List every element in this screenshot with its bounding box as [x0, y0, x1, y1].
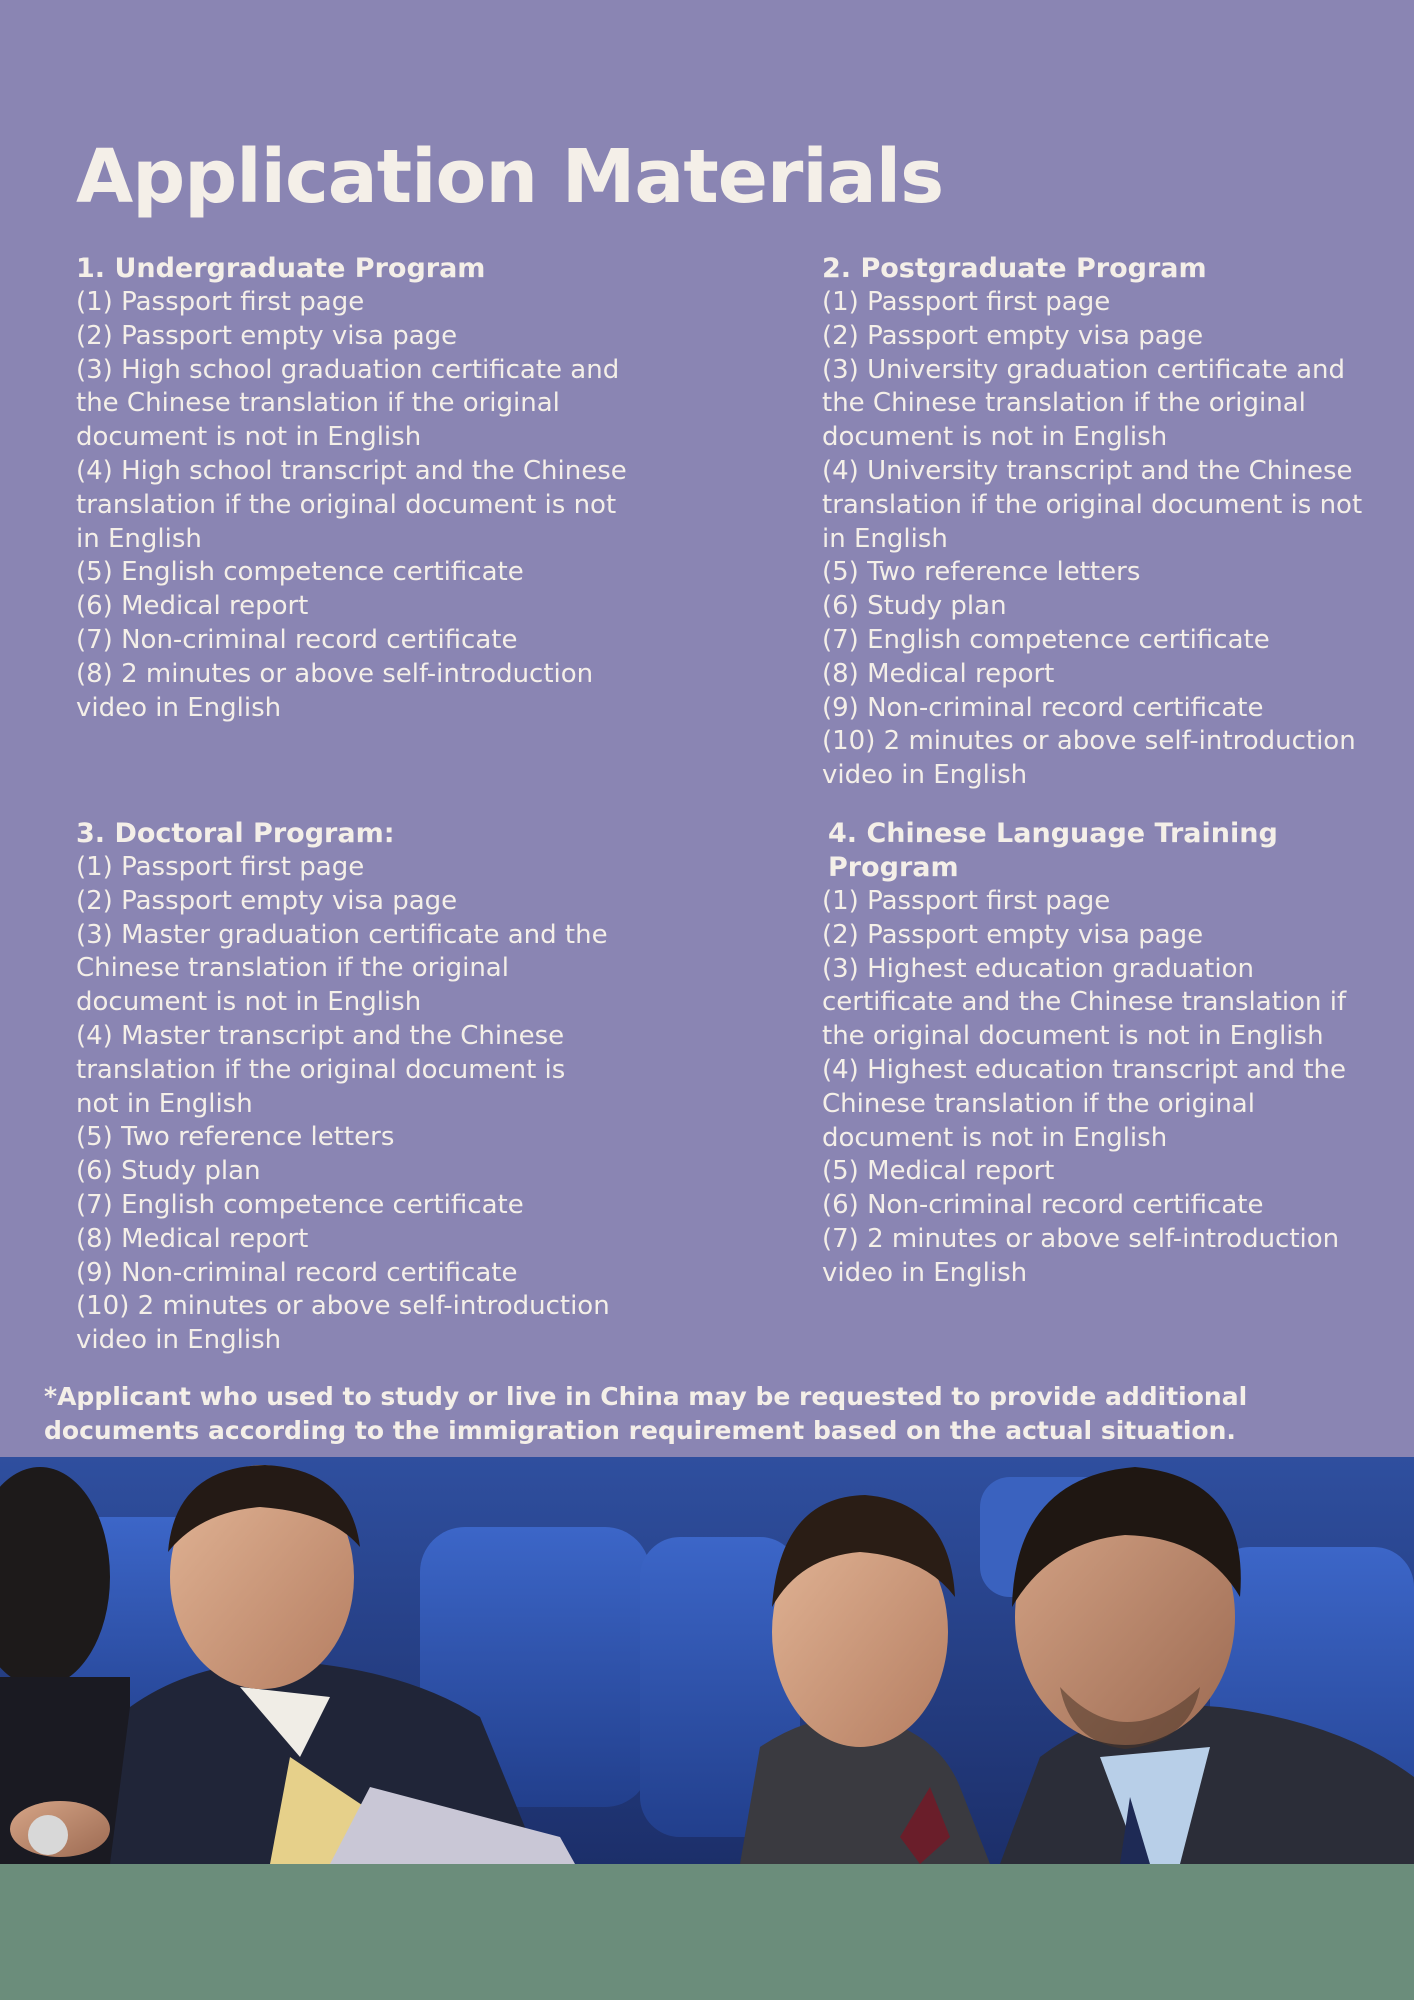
- list-item: (3) University graduation certificate and the Chinese translation if the original document is not in English: [822, 354, 1345, 453]
- list-item: (10) 2 minutes or above self-introduction video in English: [76, 1291, 610, 1356]
- list-item: (3) Highest education graduation certificate and the Chinese translation if the original document is not in English: [822, 953, 1347, 1052]
- list-item: (8) 2 minutes or above self-introduction video in English: [76, 658, 594, 723]
- requirements-list: [822, 885, 1382, 1291]
- page-title: Application Materials: [76, 134, 944, 220]
- requirements-list: [822, 286, 1382, 793]
- list-item: (9) Non-criminal record certificate: [76, 1257, 518, 1288]
- list-item: (1) Passport first page: [822, 287, 1111, 317]
- list-item: (1) Passport first page: [76, 287, 365, 317]
- list-item: (4) Master transcript and the Chinese translation if the original document is not in English: [76, 1020, 566, 1119]
- additional-documents-note: *Applicant who used to study or live in China may be requested to provide additional documents according to the immigration requirement based on the actual situation.: [44, 1382, 1248, 1445]
- list-item: (5) Medical report: [822, 1156, 1055, 1187]
- section-chinese-language: [822, 817, 1382, 1291]
- section-heading: 2. Postgraduate Program: [822, 253, 1207, 284]
- students-photo-illustration: [0, 1457, 1414, 1864]
- list-item: (5) Two reference letters: [76, 1122, 395, 1153]
- students-photo: [0, 1457, 1414, 1864]
- list-item: (6) Study plan: [822, 591, 1007, 622]
- list-item: (8) Medical report: [822, 658, 1055, 689]
- list-item: (5) English competence certificate: [76, 557, 524, 588]
- list-item: (2) Passport empty visa page: [76, 885, 458, 916]
- section-postgraduate: [822, 252, 1382, 793]
- section-heading: 3. Doctoral Program:: [76, 818, 395, 849]
- list-item: (1) Passport first page: [76, 852, 365, 882]
- list-item: (6) Non-criminal record certificate: [822, 1190, 1264, 1221]
- list-item: (7) Non-criminal record certificate: [76, 624, 518, 655]
- list-item: (7) 2 minutes or above self-introduction video in English: [822, 1223, 1340, 1288]
- list-item: (5) Two reference letters: [822, 557, 1141, 588]
- requirements-list: [76, 286, 636, 725]
- list-item: (4) High school transcript and the Chinese translation if the original document is not in English: [76, 455, 627, 554]
- section-doctoral: [76, 817, 616, 1358]
- section-heading: 4. Chinese Language Training Program: [828, 818, 1278, 883]
- list-item: (2) Passport empty visa page: [76, 320, 458, 351]
- section-heading: 1. Undergraduate Program: [76, 253, 486, 284]
- list-item: (7) English competence certificate: [822, 624, 1270, 655]
- list-item: (1) Passport first page: [822, 886, 1111, 916]
- list-item: (2) Passport empty visa page: [822, 320, 1204, 351]
- list-item: (2) Passport empty visa page: [822, 919, 1204, 950]
- list-item: (6) Study plan: [76, 1156, 261, 1187]
- requirements-list: [76, 851, 616, 1358]
- list-item: (10) 2 minutes or above self-introduction video in English: [822, 726, 1356, 791]
- section-undergraduate: [76, 252, 636, 725]
- list-item: (7) English competence certificate: [76, 1189, 524, 1220]
- footer-band: [0, 1864, 1414, 2000]
- list-item: (8) Medical report: [76, 1223, 309, 1254]
- list-item: (6) Medical report: [76, 591, 309, 622]
- list-item: (3) Master graduation certificate and the Chinese translation if the original document is not in English: [76, 919, 608, 1018]
- list-item: (9) Non-criminal record certificate: [822, 692, 1264, 723]
- list-item: (4) Highest education transcript and the Chinese translation if the original document is not in English: [822, 1054, 1346, 1153]
- list-item: (3) High school graduation certificate and the Chinese translation if the original document is not in English: [76, 354, 620, 453]
- list-item: (4) University transcript and the Chinese translation if the original document is not in English: [822, 455, 1363, 554]
